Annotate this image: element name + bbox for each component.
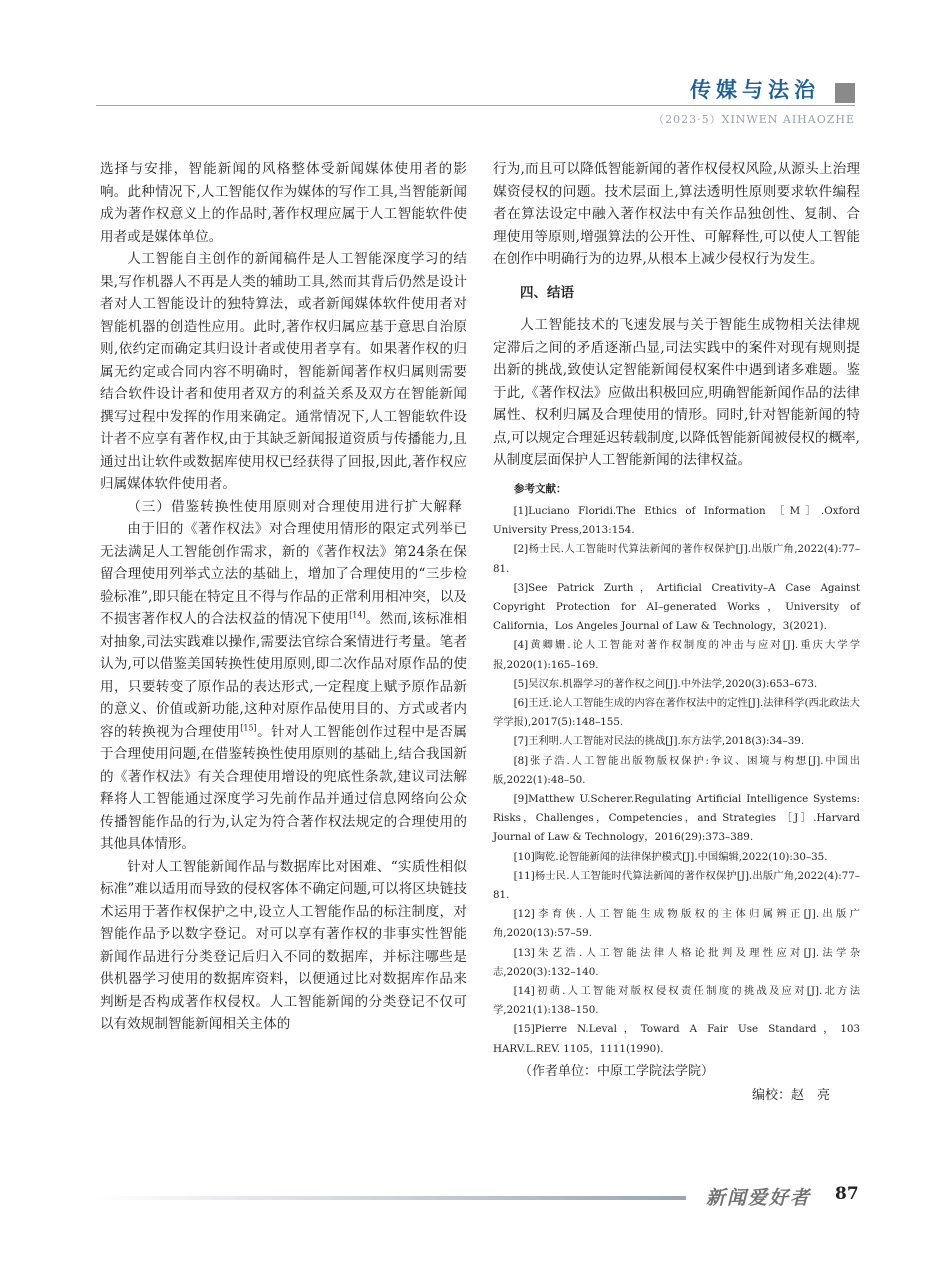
editor-credit: 编校：赵 亮 (751, 1088, 830, 1104)
left-column (100, 158, 467, 1036)
reference-item: [9]Matthew U.Scherer.Regulating Artificial Intelligence Systems: Risks，Challenges，Competencies，and Strategies ［J］.Harvard Journal of Law & Technology，2016(29):373–389. (493, 793, 860, 844)
reference-item: [14]初萌.人工智能对版权侵权责任制度的挑战及应对[J].北方法学,2021(1):138–150. (493, 985, 860, 1017)
reference-item: [11]杨士民.人工智能时代算法新闻的著作权保护[J].出版广角,2022(4):77–81. (493, 869, 860, 902)
subsection-heading: （三）借鉴转换性使用原则对合理使用进行扩大解释 (127, 498, 463, 515)
reference-item: [8]张子浩.人工智能出版物版权保护:争议、困境与构想[J].中国出版,2022(1):48–50. (493, 754, 860, 786)
reference-item: [6]王迁.论人工智能生成的内容在著作权法中的定性[J].法律科学(西北政法大学学报),2017(5):148–155. (493, 697, 860, 729)
paragraph: 人工智能技术的飞速发展与关于智能生成物相关法律规定滞后之间的矛盾逐渐凸显,司法实践中的案件对现有规则提出新的挑战,致使认定智能新闻侵权案件中遇到诸多难题。鉴于此,《著作权法》应做出积极回应,明确智能新闻作品的法律属性、权利归属及合理使用的情形。同时,针对智能新闻的特点,可以规定合理延迟转载制度,以降低智能新闻被侵权的概率,从制度层面保护人工智能新闻的法律权益。 (493, 317, 860, 468)
text-segment: 。针对人工智能创作过程中是否属于合理使用问题,在借鉴转换性使用原则的基础上,结合我国新的《著作权法》有关合理使用增设的兜底性条款,建议司法解释将人工智能通过深度学习先前作品并通过信息网络向公众传播智能作品的行为,认定为符合著作权法规定的合理使用的其他具体情形。 (100, 723, 468, 852)
reference-item: [2]杨士民.人工智能时代算法新闻的著作权保护[J].出版广角,2022(4):77–81. (493, 543, 860, 575)
right-column (493, 158, 860, 1108)
text-segment: 。然而,该标准相对抽象,司法实践难以操作,需要法官综合案情进行考量。笔者认为,可以借鉴美国转换性使用原则,即二次作品对原作品的使用，只要转变了原作品的表达形式,一定程度上赋予原作品新的意义、价值或新功能,这种对原作品使用目的、方式或者内容的转换视为合理使用 (100, 611, 467, 740)
citation-marker: [15] (240, 722, 257, 732)
journal-issue-label: （2023·5）XINWEN AIHAOZHE (653, 113, 855, 126)
page-number: 87 (835, 1184, 859, 1204)
paragraph: 行为,而且可以降低智能新闻的著作权侵权风险,从源头上治理媒资侵权的问题。技术层面上,算法透明性原则要求软件编程者在算法设定中融入著作权法中有关作品独创性、复制、合理使用等原则,增强算法的公开性、可解释性,可以使人工智能在创作中明确行为的边界,从根本上减少侵权行为发生。 (493, 161, 860, 267)
journal-logo: 新闻爱好者 (706, 1187, 812, 1209)
header-divider (96, 105, 855, 106)
section-heading: 四、结语 (520, 284, 574, 301)
reference-item: [15]Pierre N.Leval，Toward A Fair Use Standard，103 HARV.L.REV. 1105，1111(1990). (493, 1023, 860, 1055)
text-segment: 由于旧的《著作权法》对合理使用情形的限定式列举已无法满足人工智能创作需求，新的《著作权法》第24条在保留合理使用列举式立法的基础上，增加了合理使用的“三步检验标准”,即只能在特定且不得与作品的正常利用相冲突，以及不损害著作权人的合法权益的情况下使用 (100, 521, 467, 627)
reference-item: [4]黄卿姗.论人工智能对著作权制度的冲击与应对[J].重庆大学学报,2020(1):165–169. (493, 639, 860, 671)
reference-item: [3]See Patrick Zurth，Artificial Creativity–A Case Against Copyright Protection for AI–generated Works，University of California，Los Angeles Journal of Law & Technology，3(2021). (493, 581, 860, 633)
reference-list (493, 502, 860, 1059)
author-affiliation: （作者单位：中原工学院法学院） (519, 1063, 715, 1079)
header-gray-block (835, 83, 855, 103)
journal-section-title: 传媒与法治 (690, 78, 820, 102)
reference-item: [13]朱艺浩.人工智能法律人格论批判及理性应对[J].法学杂志,2020(3):132–140. (493, 946, 860, 978)
references-title: 参考文献： (514, 482, 567, 495)
reference-item: [7]王利明.人工智能对民法的挑战[J].东方法学,2018(3):34–39. (513, 735, 805, 748)
reference-item: [1]Luciano Floridi.The Ethics of Information ［M］.Oxford University Press,2013:154. (493, 505, 860, 537)
citation-marker: [14] (349, 610, 366, 620)
footer-divider (96, 1196, 686, 1200)
paragraph: 选择与安排，智能新闻的风格整体受新闻媒体使用者的影响。此种情况下,人工智能仅作为媒体的写作工具,当智能新闻成为著作权意义上的作品时,著作权理应属于人工智能软件使用者或是媒体单位。 (100, 161, 467, 245)
paragraph (100, 518, 467, 856)
reference-item: [5]吴汉东.机器学习的著作权之问[J].中外法学,2020(3):653–673. (513, 677, 818, 690)
reference-item: [12]李育侠.人工智能生成物版权的主体归属辨正[J].出版广角,2020(13):57–59. (493, 908, 860, 940)
paragraph: 针对人工智能新闻作品与数据库比对困难、“实质性相似标准”难以适用而导致的侵权客体不确定问题,可以将区块链技术运用于著作权保护之中,设立人工智能作品的标注制度，对智能作品予以数字登记。对可以享有著作权的非事实性智能新闻作品进行分类登记后归入不同的数据库，并标注哪些是供机器学习使用的数据库资料，以便通过比对数据库作品来判断是否构成著作权侵权。人工智能新闻的分类登记不仅可以有效规制智能新闻相关主体的 (100, 858, 467, 1032)
paragraph: 人工智能自主创作的新闻稿件是人工智能深度学习的结果,写作机器人不再是人类的辅助工具,然而其背后仍然是设计者对人工智能设计的独特算法，或者新闻媒体软件使用者对智能机器的创造性应用。此时,著作权归属应基于意思自治原则,依约定而确定其归设计者或使用者享有。如果著作权的归属无约定或合同内容不明确时，智能新闻著作权归属则需要结合软件设计者和使用者双方的利益关系及双方在智能新闻撰写过程中发挥的作用来确定。通常情况下,人工智能软件设计者不应享有著作权,由于其缺乏新闻报道资质与传播能力,且通过出让软件或数据库使用权已经获得了回报,因此,著作权应归属媒体软件使用者。 (100, 251, 467, 492)
reference-item: [10]陶乾.论智能新闻的法律保护模式[J].中国编辑,2022(10):30–35. (513, 850, 828, 863)
